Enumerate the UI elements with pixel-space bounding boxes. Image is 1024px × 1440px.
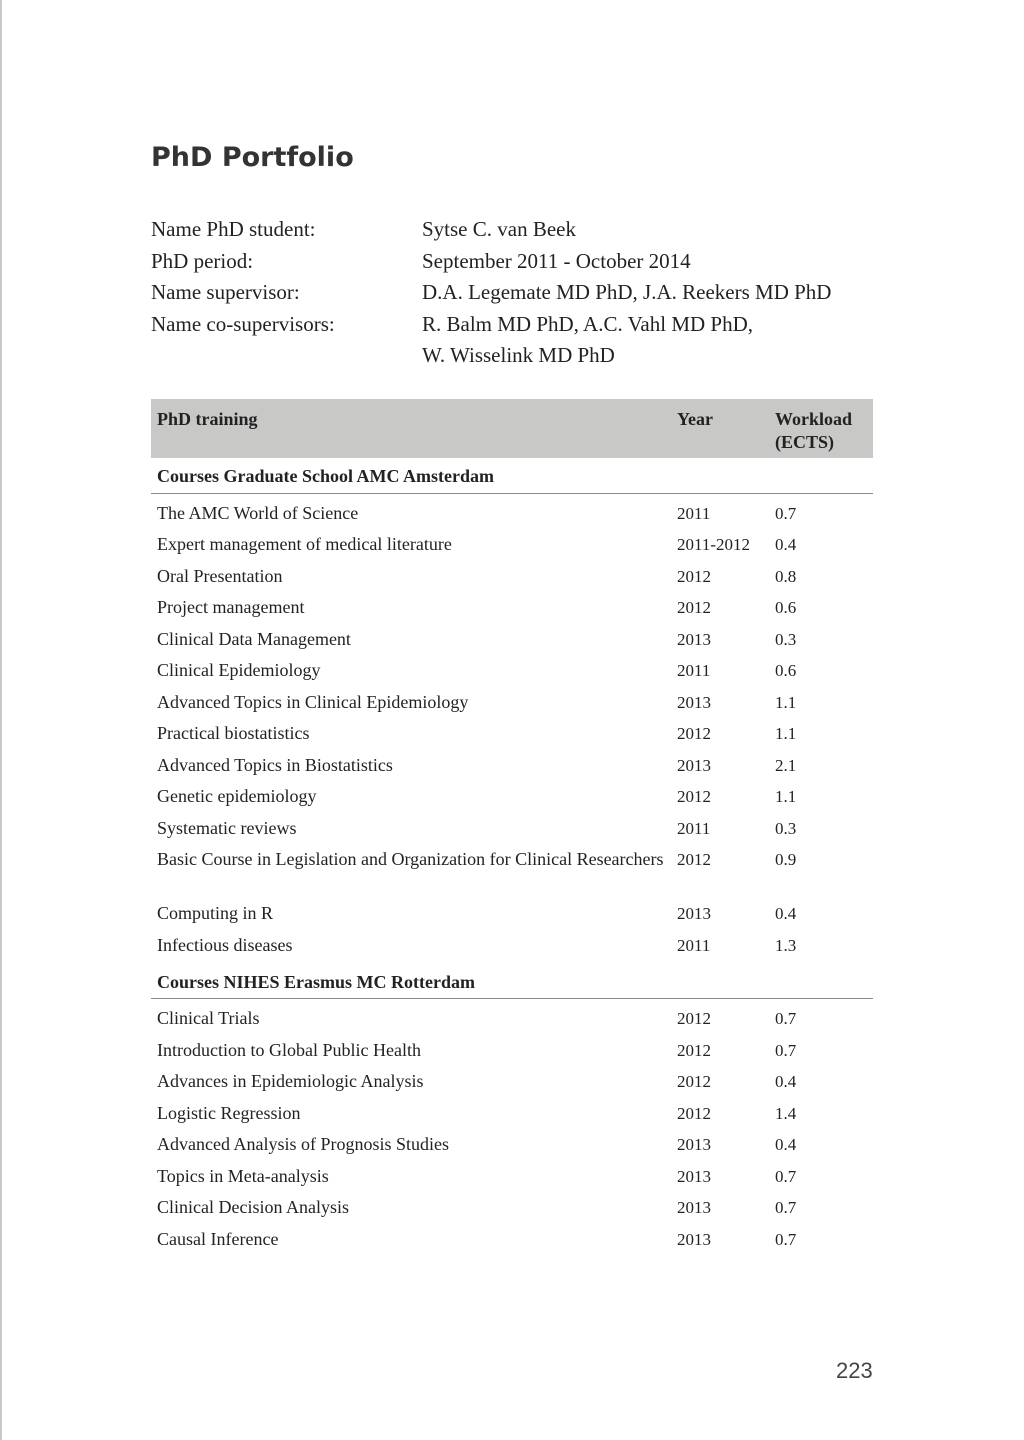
course-year: 2012	[677, 598, 711, 617]
course-year: 2013	[677, 629, 711, 649]
info-row-period	[151, 246, 831, 278]
header-training: PhD training	[151, 399, 676, 458]
course-year: 2013	[677, 1198, 711, 1217]
course-workload: 0.8	[775, 566, 797, 586]
course-workload: 0.7	[775, 503, 797, 523]
course-year: 2012	[677, 850, 711, 869]
course-name: Infectious diseases	[157, 934, 293, 955]
table-row	[151, 1039, 873, 1071]
cosupervisors-label: Name co-supervisors:	[151, 311, 335, 336]
course-year: 2011-2012	[677, 535, 751, 554]
section-row	[151, 458, 873, 493]
supervisor-value: D.A. Legemate MD PhD, J.A. Reekers MD PhD	[422, 280, 832, 304]
section-title: Courses Graduate School AMC Amsterdam	[151, 458, 873, 493]
page-edge-line	[0, 0, 2, 1440]
table-row	[151, 565, 873, 597]
course-year: 2012	[677, 1040, 711, 1060]
course-name: Clinical Trials	[157, 1008, 260, 1028]
student-label: Name PhD student:	[151, 217, 316, 241]
table-row	[151, 848, 873, 902]
course-year: 2011	[677, 503, 711, 523]
course-workload: 1.1	[775, 787, 797, 806]
period-label: PhD period:	[151, 248, 254, 273]
course-name: Basic Course in Legislation and Organization for Clinical Researchers	[157, 849, 664, 869]
course-workload: 2.1	[775, 755, 797, 775]
supervisor-label: Name supervisor:	[151, 280, 300, 304]
course-workload: 0.7	[775, 1198, 797, 1217]
course-year: 2013	[677, 904, 711, 923]
course-year: 2013	[677, 1166, 711, 1186]
course-workload: 0.4	[775, 904, 797, 923]
table-row	[151, 533, 873, 565]
course-name: Topics in Meta-analysis	[157, 1165, 329, 1186]
course-year: 2012	[677, 1072, 711, 1091]
table-row	[151, 596, 873, 628]
course-workload: 0.7	[775, 1166, 797, 1186]
info-row-cosupervisors	[151, 309, 831, 372]
course-name: Clinical Epidemiology	[157, 660, 321, 680]
course-workload: 1.4	[775, 1103, 797, 1123]
course-workload: 0.7	[775, 1040, 797, 1060]
course-name: Advanced Analysis of Prognosis Studies	[157, 1134, 449, 1154]
course-year: 2012	[677, 566, 711, 586]
course-workload: 0.4	[775, 535, 797, 554]
course-name: Expert management of medical literature	[157, 534, 452, 554]
phd-training-table	[151, 399, 873, 1258]
table-row	[151, 817, 873, 849]
course-workload: 0.3	[775, 629, 797, 649]
course-workload: 0.4	[775, 1072, 797, 1091]
table-row	[151, 691, 873, 723]
table-row	[151, 1196, 873, 1228]
section-row	[151, 964, 873, 999]
course-name: Clinical Data Management	[157, 628, 351, 649]
page-number: 223	[836, 1358, 873, 1383]
table-row	[151, 1228, 873, 1258]
course-name: Advanced Topics in Clinical Epidemiology	[157, 691, 469, 712]
table-row	[151, 785, 873, 817]
cosupervisors-value-line1: R. Balm MD PhD, A.C. Vahl MD PhD,	[422, 311, 753, 336]
table-row	[151, 1070, 873, 1102]
course-workload: 0.6	[775, 598, 797, 617]
course-year: 2012	[677, 1009, 711, 1028]
course-year: 2011	[677, 661, 711, 680]
course-year: 2011	[677, 935, 711, 955]
course-name: Advances in Epidemiologic Analysis	[157, 1071, 424, 1091]
course-year: 2011	[677, 818, 711, 838]
course-workload: 0.6	[775, 661, 797, 680]
header-year: Year	[676, 399, 774, 458]
course-year: 2013	[677, 1135, 711, 1154]
course-name: Advanced Topics in Biostatistics	[157, 754, 393, 775]
table-row	[151, 1133, 873, 1165]
student-info	[151, 214, 831, 372]
course-name: Genetic epidemiology	[157, 786, 317, 806]
table-row	[151, 1165, 873, 1197]
course-name: Causal Inference	[157, 1228, 279, 1249]
table-row	[151, 493, 873, 533]
course-name: Systematic reviews	[157, 817, 297, 838]
course-year: 2013	[677, 755, 711, 775]
header-workload	[774, 399, 873, 458]
course-name: Logistic Regression	[157, 1102, 301, 1123]
table-row	[151, 999, 873, 1039]
course-workload: 1.1	[775, 724, 797, 743]
page-title: PhD Portfolio	[151, 142, 354, 173]
table-row	[151, 628, 873, 660]
period-value: September 2011 - October 2014	[422, 248, 691, 273]
course-workload: 1.1	[775, 692, 797, 712]
table-row	[151, 659, 873, 691]
cosupervisors-value	[422, 309, 753, 372]
course-name: Introduction to Global Public Health	[157, 1039, 421, 1060]
course-name: The AMC World of Science	[157, 502, 359, 523]
table-row	[151, 722, 873, 754]
section-title: Courses NIHES Erasmus MC Rotterdam	[151, 964, 873, 999]
course-name: Clinical Decision Analysis	[157, 1197, 349, 1217]
course-workload: 0.7	[775, 1229, 797, 1249]
course-workload: 0.4	[775, 1135, 797, 1154]
table-header-row	[151, 399, 873, 458]
header-workload-line2: (ECTS)	[775, 432, 835, 452]
cosupervisors-value-line2: W. Wisselink MD PhD	[422, 343, 615, 367]
course-workload: 0.3	[775, 818, 797, 838]
header-workload-line1: Workload	[775, 409, 853, 429]
student-value: Sytse C. van Beek	[422, 217, 576, 241]
table-row	[151, 934, 873, 964]
info-row-student	[151, 214, 831, 246]
course-year: 2012	[677, 1103, 711, 1123]
course-year: 2012	[677, 787, 711, 806]
table-body	[151, 458, 873, 1258]
course-workload: 0.9	[775, 850, 797, 869]
course-year: 2013	[677, 692, 711, 712]
course-name: Project management	[157, 597, 305, 617]
info-row-supervisor	[151, 277, 831, 309]
course-year: 2013	[677, 1229, 711, 1249]
course-year: 2012	[677, 724, 711, 743]
course-name: Practical biostatistics	[157, 723, 310, 743]
table-row	[151, 902, 873, 934]
table-row	[151, 754, 873, 786]
course-workload: 0.7	[775, 1009, 797, 1028]
course-workload: 1.3	[775, 935, 797, 955]
table-row	[151, 1102, 873, 1134]
course-name: Oral Presentation	[157, 565, 283, 586]
course-name: Computing in R	[157, 903, 274, 923]
